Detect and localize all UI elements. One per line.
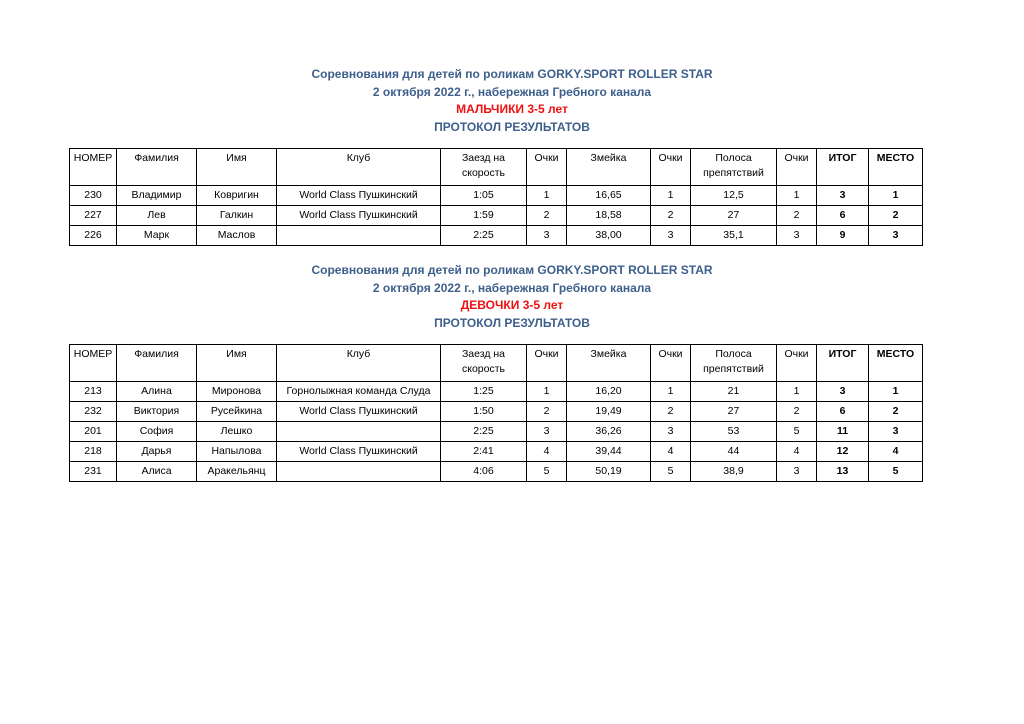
cell-slalom: 36,26 [567,422,651,442]
cell-surname: Дарья [117,442,197,462]
cell-slalom: 16,20 [567,382,651,402]
column-header-obstacle: Полоса препятствий [691,149,777,186]
table-row [70,422,923,442]
cell-place: 2 [869,206,923,226]
table-row [70,186,923,206]
cell-place: 3 [869,226,923,246]
cell-club [277,226,441,246]
cell-club [277,422,441,442]
cell-speed-points: 2 [527,206,567,226]
cell-place: 3 [869,422,923,442]
cell-speed-race: 1:59 [441,206,527,226]
cell-obstacle: 44 [691,442,777,462]
column-header-speed-points: Очки [527,345,567,382]
cell-speed-race: 1:50 [441,402,527,422]
table-row [70,442,923,462]
cell-obstacle-points: 4 [777,442,817,462]
cell-obstacle: 21 [691,382,777,402]
cell-speed-points: 1 [527,186,567,206]
boys-event-title: Соревнования для детей по роликам GORKY.SPORT ROLLER STAR [311,67,713,81]
cell-name: Напылова [197,442,277,462]
cell-place: 2 [869,402,923,422]
table-row [70,382,923,402]
cell-speed-race: 2:41 [441,442,527,462]
cell-surname: Алина [117,382,197,402]
column-header-name: Имя [197,345,277,382]
cell-surname: Лев [117,206,197,226]
cell-name: Русейкина [197,402,277,422]
cell-total: 3 [817,382,869,402]
column-header-surname: Фамилия [117,149,197,186]
cell-speed-race: 2:25 [441,226,527,246]
cell-obstacle: 53 [691,422,777,442]
column-header-slalom-points: Очки [651,345,691,382]
boys-event-date: 2 октября 2022 г., набережная Гребного канала [372,84,652,99]
cell-speed-race: 1:25 [441,382,527,402]
cell-club [277,462,441,482]
cell-slalom-points: 3 [651,422,691,442]
cell-slalom: 50,19 [567,462,651,482]
cell-obstacle: 35,1 [691,226,777,246]
cell-slalom: 18,58 [567,206,651,226]
cell-obstacle: 27 [691,206,777,226]
cell-speed-race: 4:06 [441,462,527,482]
table-row [70,462,923,482]
cell-surname: Марк [117,226,197,246]
column-header-obstacle: Полоса препятствий [691,345,777,382]
boys-results-table [69,148,923,246]
table-row [70,206,923,226]
cell-name: Маслов [197,226,277,246]
column-header-speed-points: Очки [527,149,567,186]
cell-surname: Владимир [117,186,197,206]
column-header-speed-race: Заезд на скорость [441,345,527,382]
column-header-obstacle-points: Очки [777,149,817,186]
cell-name: Ковригин [197,186,277,206]
cell-number: 230 [70,186,117,206]
cell-name: Аракельянц [197,462,277,482]
cell-slalom-points: 5 [651,462,691,482]
cell-club: World Class Пушкинский [277,402,441,422]
cell-speed-points: 2 [527,402,567,422]
cell-total: 12 [817,442,869,462]
column-header-total: ИТОГ [817,345,869,382]
column-header-total: ИТОГ [817,149,869,186]
cell-slalom-points: 2 [651,206,691,226]
cell-slalom: 39,44 [567,442,651,462]
cell-total: 6 [817,402,869,422]
girls-protocol-heading: ПРОТОКОЛ РЕЗУЛЬТАТОВ [434,315,590,330]
cell-club: World Class Пушкинский [277,186,441,206]
cell-number: 201 [70,422,117,442]
cell-obstacle-points: 3 [777,462,817,482]
cell-name: Галкин [197,206,277,226]
cell-speed-points: 1 [527,382,567,402]
cell-slalom-points: 2 [651,402,691,422]
cell-surname: Алиса [117,462,197,482]
cell-name: Миронова [197,382,277,402]
column-header-slalom-points: Очки [651,149,691,186]
cell-name: Лешко [197,422,277,442]
table-row [70,402,923,422]
table-row [70,226,923,246]
cell-number: 218 [70,442,117,462]
cell-number: 231 [70,462,117,482]
column-header-speed-race: Заезд на скорость [441,149,527,186]
column-header-surname: Фамилия [117,345,197,382]
cell-slalom-points: 4 [651,442,691,462]
column-header-slalom: Змейка [567,345,651,382]
boys-protocol-heading: ПРОТОКОЛ РЕЗУЛЬТАТОВ [434,119,590,134]
cell-obstacle: 27 [691,402,777,422]
cell-speed-race: 2:25 [441,422,527,442]
cell-speed-points: 3 [527,226,567,246]
cell-obstacle: 38,9 [691,462,777,482]
cell-slalom: 38,00 [567,226,651,246]
cell-surname: София [117,422,197,442]
cell-slalom-points: 1 [651,186,691,206]
girls-section [0,262,1024,477]
cell-speed-race: 1:05 [441,186,527,206]
cell-slalom-points: 1 [651,382,691,402]
girls-results-table [69,344,923,482]
table-header-row [70,345,923,382]
column-header-number: НОМЕР [70,149,117,186]
cell-obstacle-points: 1 [777,382,817,402]
column-header-club: Клуб [277,345,441,382]
cell-total: 9 [817,226,869,246]
cell-club: World Class Пушкинский [277,206,441,226]
cell-total: 6 [817,206,869,226]
cell-slalom-points: 3 [651,226,691,246]
column-header-slalom: Змейка [567,149,651,186]
cell-club: Горнолыжная команда Слуда [277,382,441,402]
cell-number: 226 [70,226,117,246]
girls-category: ДЕВОЧКИ 3-5 лет [460,298,564,312]
cell-surname: Виктория [117,402,197,422]
cell-total: 3 [817,186,869,206]
cell-obstacle: 12,5 [691,186,777,206]
cell-place: 4 [869,442,923,462]
table-header-row [70,149,923,186]
column-header-place: МЕСТО [869,345,923,382]
cell-obstacle-points: 1 [777,186,817,206]
cell-number: 213 [70,382,117,402]
cell-total: 11 [817,422,869,442]
cell-number: 227 [70,206,117,226]
cell-place: 5 [869,462,923,482]
cell-speed-points: 3 [527,422,567,442]
cell-obstacle-points: 2 [777,402,817,422]
cell-speed-points: 4 [527,442,567,462]
cell-club: World Class Пушкинский [277,442,441,462]
cell-speed-points: 5 [527,462,567,482]
column-header-club: Клуб [277,149,441,186]
cell-place: 1 [869,382,923,402]
column-header-number: НОМЕР [70,345,117,382]
boys-section [0,66,1024,241]
cell-slalom: 16,65 [567,186,651,206]
cell-obstacle-points: 3 [777,226,817,246]
girls-event-date: 2 октября 2022 г., набережная Гребного канала [372,280,652,295]
cell-obstacle-points: 2 [777,206,817,226]
girls-event-title: Соревнования для детей по роликам GORKY.SPORT ROLLER STAR [311,263,713,277]
cell-obstacle-points: 5 [777,422,817,442]
column-header-obstacle-points: Очки [777,345,817,382]
column-header-place: МЕСТО [869,149,923,186]
cell-place: 1 [869,186,923,206]
cell-slalom: 19,49 [567,402,651,422]
column-header-name: Имя [197,149,277,186]
cell-number: 232 [70,402,117,422]
boys-category: МАЛЬЧИКИ 3-5 лет [456,102,568,116]
cell-total: 13 [817,462,869,482]
